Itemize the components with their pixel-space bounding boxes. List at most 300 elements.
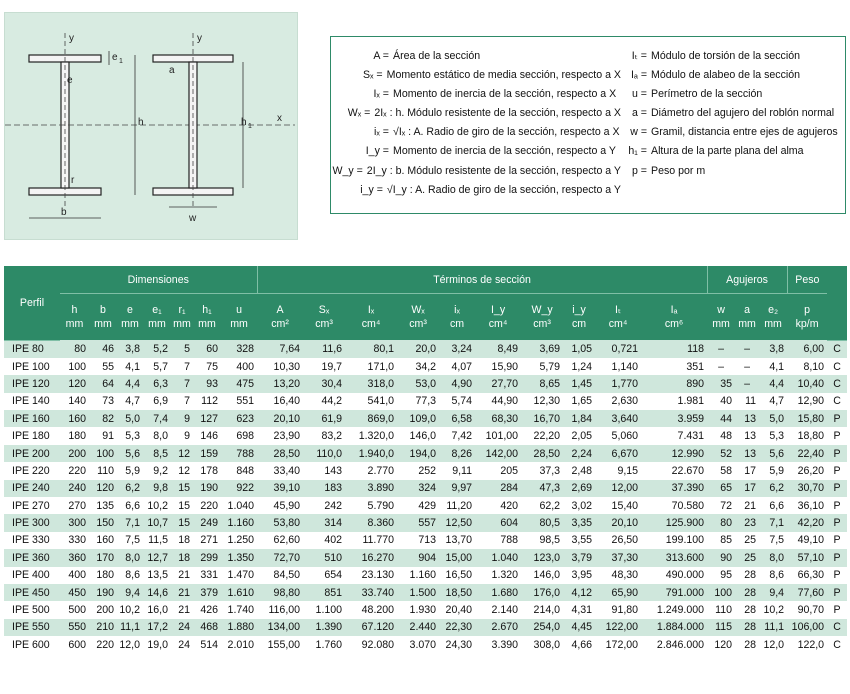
value-cell: 25 [735, 549, 759, 566]
value-cell: 2.670 [475, 619, 521, 636]
value-cell: 8,6 [117, 567, 143, 584]
legend-item [331, 47, 621, 66]
column-header [193, 294, 221, 341]
label-h1-sub: 1 [248, 123, 252, 130]
value-cell: 5,9 [117, 462, 143, 479]
table-row [4, 393, 847, 410]
table-row [4, 410, 847, 427]
label-e: e [67, 75, 73, 86]
value-cell: 24,30 [439, 636, 475, 653]
column-header [439, 294, 475, 341]
label-b: b [61, 207, 67, 218]
value-cell: 6,2 [117, 480, 143, 497]
value-cell: 1.981 [641, 393, 707, 410]
value-cell: 402 [303, 532, 345, 549]
value-cell: 9 [171, 410, 193, 427]
table-row [4, 358, 847, 375]
column-unit: mm [712, 318, 730, 330]
value-cell: 53,0 [397, 375, 439, 392]
profile-name-cell: IPE 140 [4, 393, 60, 410]
header-perfil: Perfil [4, 266, 60, 340]
value-cell: 64 [89, 375, 117, 392]
value-cell: 9,97 [439, 480, 475, 497]
value-cell: 360 [60, 549, 89, 566]
value-cell: 788 [475, 532, 521, 549]
value-cell: 65,90 [595, 584, 641, 601]
value-cell: 48 [707, 427, 735, 444]
value-cell: 21 [735, 497, 759, 514]
material-cell: P [827, 427, 847, 444]
material-cell: C [827, 619, 847, 636]
legend-text: Gramil, distancia entre ejes de agujeros [651, 126, 838, 139]
value-cell: 109,0 [397, 410, 439, 427]
value-cell: 550 [60, 619, 89, 636]
value-cell: 16,0 [143, 601, 171, 618]
value-cell: 300 [60, 514, 89, 531]
value-cell: 9,4 [759, 584, 787, 601]
column-unit: mm [230, 318, 248, 330]
value-cell: 3,8 [759, 340, 787, 358]
value-cell: 1.930 [397, 601, 439, 618]
legend-item [331, 104, 621, 123]
value-cell: 15,80 [787, 410, 827, 427]
column-header [171, 294, 193, 341]
value-cell: 178 [193, 462, 221, 479]
table-row [4, 462, 847, 479]
legend-item [331, 123, 621, 142]
value-cell: 44 [707, 410, 735, 427]
value-cell: 324 [397, 480, 439, 497]
value-cell: 37.390 [641, 480, 707, 497]
value-cell: 7 [171, 375, 193, 392]
value-cell: 5,3 [759, 427, 787, 444]
legend-item [621, 66, 845, 85]
legend-text: √Iₓ : A. Radio de giro de la sección, respecto a X [393, 126, 620, 139]
value-cell: 16,40 [257, 393, 303, 410]
profile-name-cell: IPE 270 [4, 497, 60, 514]
profile-name-cell: IPE 120 [4, 375, 60, 392]
value-cell: 48,30 [595, 567, 641, 584]
value-cell: 922 [221, 480, 257, 497]
column-symbol: Iₓ [367, 304, 375, 316]
value-cell: 5,74 [439, 393, 475, 410]
table-row [4, 497, 847, 514]
value-cell: 379 [193, 584, 221, 601]
value-cell: 2.770 [345, 462, 397, 479]
profile-name-cell: IPE 330 [4, 532, 60, 549]
value-cell: 2,630 [595, 393, 641, 410]
value-cell: 127 [193, 410, 221, 427]
value-cell: 3,69 [521, 340, 563, 358]
value-cell: 8.360 [345, 514, 397, 531]
value-cell: 65 [707, 480, 735, 497]
value-cell: 11,1 [117, 619, 143, 636]
value-cell: 1.350 [221, 549, 257, 566]
column-unit: mm [94, 318, 112, 330]
value-cell: 20,40 [439, 601, 475, 618]
value-cell: 4,7 [117, 393, 143, 410]
value-cell: 490.000 [641, 567, 707, 584]
value-cell: 11,5 [143, 532, 171, 549]
value-cell: 1.760 [303, 636, 345, 653]
value-cell: – [735, 358, 759, 375]
value-cell: 7 [171, 358, 193, 375]
label-h1: h [241, 117, 247, 128]
table-row [4, 549, 847, 566]
value-cell: 106,00 [787, 619, 827, 636]
column-unit: cm⁴ [361, 318, 381, 330]
value-cell: 904 [397, 549, 439, 566]
table-row [4, 584, 847, 601]
value-cell: 3,35 [563, 514, 595, 531]
value-cell: 15,40 [595, 497, 641, 514]
header-group-terminos: Términos de sección [257, 266, 707, 294]
value-cell: 1.740 [221, 601, 257, 618]
value-cell: 190 [89, 584, 117, 601]
value-cell: 150 [89, 514, 117, 531]
value-cell: 12,30 [521, 393, 563, 410]
legend-item [331, 142, 621, 161]
material-cell: P [827, 462, 847, 479]
value-cell: 33,40 [257, 462, 303, 479]
value-cell: 1,65 [563, 393, 595, 410]
value-cell: 77,3 [397, 393, 439, 410]
value-cell: 5,3 [117, 427, 143, 444]
value-cell: 3,95 [563, 567, 595, 584]
value-cell: 604 [475, 514, 521, 531]
value-cell: 15,00 [439, 549, 475, 566]
material-cell: P [827, 410, 847, 427]
column-unit: mm [121, 318, 139, 330]
column-symbol: iₓ [454, 304, 460, 316]
value-cell: 142,00 [475, 445, 521, 462]
value-cell: 95 [707, 567, 735, 584]
value-cell: 80 [707, 514, 735, 531]
value-cell: 13 [735, 410, 759, 427]
column-symbol: e₁ [152, 304, 162, 316]
header-blank [827, 266, 847, 340]
value-cell: 13 [735, 427, 759, 444]
profile-name-cell: IPE 450 [4, 584, 60, 601]
value-cell: 66,30 [787, 567, 827, 584]
value-cell: 5,2 [143, 340, 171, 358]
value-cell: 49,10 [787, 532, 827, 549]
value-cell: 180 [60, 427, 89, 444]
value-cell: 600 [60, 636, 89, 653]
value-cell: 4,7 [759, 393, 787, 410]
column-header [595, 294, 641, 341]
value-cell: 176,0 [521, 584, 563, 601]
value-cell: 1.680 [475, 584, 521, 601]
value-cell: 12,50 [439, 514, 475, 531]
value-cell: 698 [221, 427, 257, 444]
value-cell: 77,60 [787, 584, 827, 601]
value-cell: 28 [735, 601, 759, 618]
value-cell: 500 [60, 601, 89, 618]
value-cell: 17,2 [143, 619, 171, 636]
legend-symbol: h₁ = [628, 145, 647, 158]
value-cell: 12,0 [117, 636, 143, 653]
value-cell: 400 [221, 358, 257, 375]
value-cell: 10,7 [143, 514, 171, 531]
value-cell: 24 [171, 636, 193, 653]
column-symbol: Iₜ [615, 304, 622, 316]
legend-text: Momento de inercia de la sección, respecto a Y [393, 145, 616, 158]
value-cell: 4,31 [563, 601, 595, 618]
label-h: h [138, 117, 144, 128]
column-unit: mm [764, 318, 782, 330]
column-unit: cm² [271, 318, 289, 330]
value-cell: 12,90 [787, 393, 827, 410]
column-symbol: Iₐ [670, 304, 678, 316]
value-cell: 270 [60, 497, 89, 514]
value-cell: 654 [303, 567, 345, 584]
material-cell: P [827, 514, 847, 531]
value-cell: 22,20 [521, 427, 563, 444]
value-cell: 112 [193, 393, 221, 410]
legend-symbol: A = [373, 50, 389, 62]
value-cell: – [707, 340, 735, 358]
legend-right-column [621, 47, 845, 181]
value-cell: 6,2 [759, 480, 787, 497]
value-cell: 3,79 [563, 549, 595, 566]
value-cell: 10,2 [759, 601, 787, 618]
column-symbol: w [717, 304, 725, 316]
material-cell: P [827, 549, 847, 566]
legend-item [621, 123, 845, 142]
value-cell: 1.320 [475, 567, 521, 584]
value-cell: 72,70 [257, 549, 303, 566]
value-cell: 249 [193, 514, 221, 531]
value-cell: 20,0 [397, 340, 439, 358]
legend-item [331, 66, 621, 85]
value-cell: 28 [735, 584, 759, 601]
legend-symbol: W_y = [332, 164, 363, 177]
value-cell: 351 [641, 358, 707, 375]
value-cell: 34,2 [397, 358, 439, 375]
table-row [4, 601, 847, 618]
value-cell: 25 [735, 532, 759, 549]
value-cell: 46 [89, 340, 117, 358]
column-symbol: i_y [572, 304, 586, 316]
value-cell: 68,30 [475, 410, 521, 427]
label-y-right: y [197, 33, 202, 44]
value-cell: 70.580 [641, 497, 707, 514]
profile-name-cell: IPE 300 [4, 514, 60, 531]
value-cell: 80,1 [345, 340, 397, 358]
header-group-dimensiones: Dimensiones [60, 266, 257, 294]
value-cell: 6,9 [143, 393, 171, 410]
column-header [397, 294, 439, 341]
column-unit: cm⁴ [488, 318, 508, 330]
column-symbol: h [71, 304, 78, 316]
value-cell: 284 [475, 480, 521, 497]
value-cell: 91 [89, 427, 117, 444]
label-y-left: y [69, 33, 74, 44]
value-cell: 35 [707, 375, 735, 392]
legend-item [621, 85, 845, 104]
column-symbol: e [127, 304, 133, 316]
value-cell: 2.846.000 [641, 636, 707, 653]
column-unit: mm [738, 318, 756, 330]
value-cell: 4,07 [439, 358, 475, 375]
value-cell: 200 [60, 445, 89, 462]
value-cell: 8,65 [521, 375, 563, 392]
value-cell: 18 [171, 549, 193, 566]
material-cell: P [827, 601, 847, 618]
value-cell: 328 [221, 340, 257, 358]
value-cell: 475 [221, 375, 257, 392]
value-cell: 116,00 [257, 601, 303, 618]
value-cell: 159 [193, 445, 221, 462]
column-header [521, 294, 563, 341]
legend-symbol: Iₓ = [373, 88, 389, 101]
material-cell: C [827, 393, 847, 410]
column-header [303, 294, 345, 341]
value-cell: 3.890 [345, 480, 397, 497]
value-cell: 4,4 [759, 375, 787, 392]
value-cell: 98,80 [257, 584, 303, 601]
column-unit: cm [450, 318, 465, 330]
value-cell: 2,05 [563, 427, 595, 444]
value-cell: 7,42 [439, 427, 475, 444]
value-cell: 62,60 [257, 532, 303, 549]
profile-name-cell: IPE 100 [4, 358, 60, 375]
value-cell: 12 [171, 462, 193, 479]
value-cell: 170 [89, 549, 117, 566]
value-cell: 18,50 [439, 584, 475, 601]
legend-symbol: iₓ = [374, 126, 389, 139]
value-cell: 1.040 [475, 549, 521, 566]
value-cell: 200 [89, 601, 117, 618]
column-unit: cm⁴ [608, 318, 628, 330]
value-cell: – [735, 375, 759, 392]
value-cell: 7,4 [143, 410, 171, 427]
value-cell: 10,2 [143, 497, 171, 514]
value-cell: 11,1 [759, 619, 787, 636]
value-cell: 146,0 [397, 427, 439, 444]
column-unit: kp/m [795, 318, 819, 330]
material-cell: C [827, 375, 847, 392]
value-cell: 6,58 [439, 410, 475, 427]
value-cell: 115 [707, 619, 735, 636]
legend-symbol: p = [631, 164, 647, 177]
value-cell: 118 [641, 340, 707, 358]
value-cell: 45,90 [257, 497, 303, 514]
value-cell: 11,6 [303, 340, 345, 358]
value-cell: 190 [193, 480, 221, 497]
value-cell: 22,30 [439, 619, 475, 636]
column-symbol: a [744, 304, 751, 316]
value-cell: 5,0 [759, 410, 787, 427]
value-cell: 330 [60, 532, 89, 549]
material-cell: C [827, 358, 847, 375]
material-cell: P [827, 532, 847, 549]
profile-name-cell: IPE 400 [4, 567, 60, 584]
value-cell: 5,9 [759, 462, 787, 479]
ipe-profile-drawing [5, 13, 297, 239]
legend-text: Área de la sección [393, 50, 481, 62]
legend-text: Diámetro del agujero del roblón normal [651, 107, 835, 120]
value-cell: 5,6 [117, 445, 143, 462]
value-cell: 314 [303, 514, 345, 531]
legend-text: Perímetro de la sección [651, 88, 763, 101]
table-row [4, 532, 847, 549]
value-cell: 8,49 [475, 340, 521, 358]
value-cell: 5,0 [117, 410, 143, 427]
legend-item [621, 104, 845, 123]
value-cell: 18 [171, 532, 193, 549]
value-cell: 100 [89, 445, 117, 462]
value-cell: 7,5 [759, 532, 787, 549]
value-cell: 146 [193, 427, 221, 444]
value-cell: 5,79 [521, 358, 563, 375]
material-cell: P [827, 480, 847, 497]
value-cell: 214,0 [521, 601, 563, 618]
profile-name-cell: IPE 160 [4, 410, 60, 427]
value-cell: 4,90 [439, 375, 475, 392]
value-cell: 28 [735, 567, 759, 584]
column-symbol: u [236, 304, 242, 316]
legend-item [331, 162, 621, 181]
value-cell: 3.959 [641, 410, 707, 427]
value-cell: 2,48 [563, 462, 595, 479]
column-unit: mm [65, 318, 84, 330]
value-cell: 6,3 [143, 375, 171, 392]
value-cell: 30,70 [787, 480, 827, 497]
legend-symbol: Iₜ = [631, 50, 647, 62]
value-cell: – [735, 340, 759, 358]
value-cell: 8,10 [787, 358, 827, 375]
value-cell: 53,80 [257, 514, 303, 531]
value-cell: 61,9 [303, 410, 345, 427]
value-cell: – [707, 358, 735, 375]
value-cell: 21 [171, 584, 193, 601]
value-cell: 890 [641, 375, 707, 392]
value-cell: 220 [60, 462, 89, 479]
value-cell: 140 [60, 393, 89, 410]
value-cell: 28,50 [257, 445, 303, 462]
value-cell: 271 [193, 532, 221, 549]
legend-item [331, 181, 621, 200]
label-r: r [71, 175, 75, 186]
value-cell: 122,00 [595, 619, 641, 636]
value-cell: 5,060 [595, 427, 641, 444]
value-cell: 3.070 [397, 636, 439, 653]
material-cell: P [827, 567, 847, 584]
value-cell: 4,45 [563, 619, 595, 636]
legend-symbol: a = [631, 107, 647, 120]
material-cell: P [827, 445, 847, 462]
value-cell: 450 [60, 584, 89, 601]
column-header [759, 294, 787, 341]
value-cell: 252 [397, 462, 439, 479]
value-cell: 44,90 [475, 393, 521, 410]
column-header [345, 294, 397, 341]
value-cell: 299 [193, 549, 221, 566]
value-cell: 2,69 [563, 480, 595, 497]
value-cell: 110,0 [303, 445, 345, 462]
value-cell: 1.249.000 [641, 601, 707, 618]
value-cell: 9,8 [143, 480, 171, 497]
value-cell: 1.884.000 [641, 619, 707, 636]
value-cell: 7,5 [117, 532, 143, 549]
value-cell: 6,6 [759, 497, 787, 514]
value-cell: 100 [707, 584, 735, 601]
value-cell: 101,00 [475, 427, 521, 444]
value-cell: 2.010 [221, 636, 257, 653]
value-cell: 23.130 [345, 567, 397, 584]
